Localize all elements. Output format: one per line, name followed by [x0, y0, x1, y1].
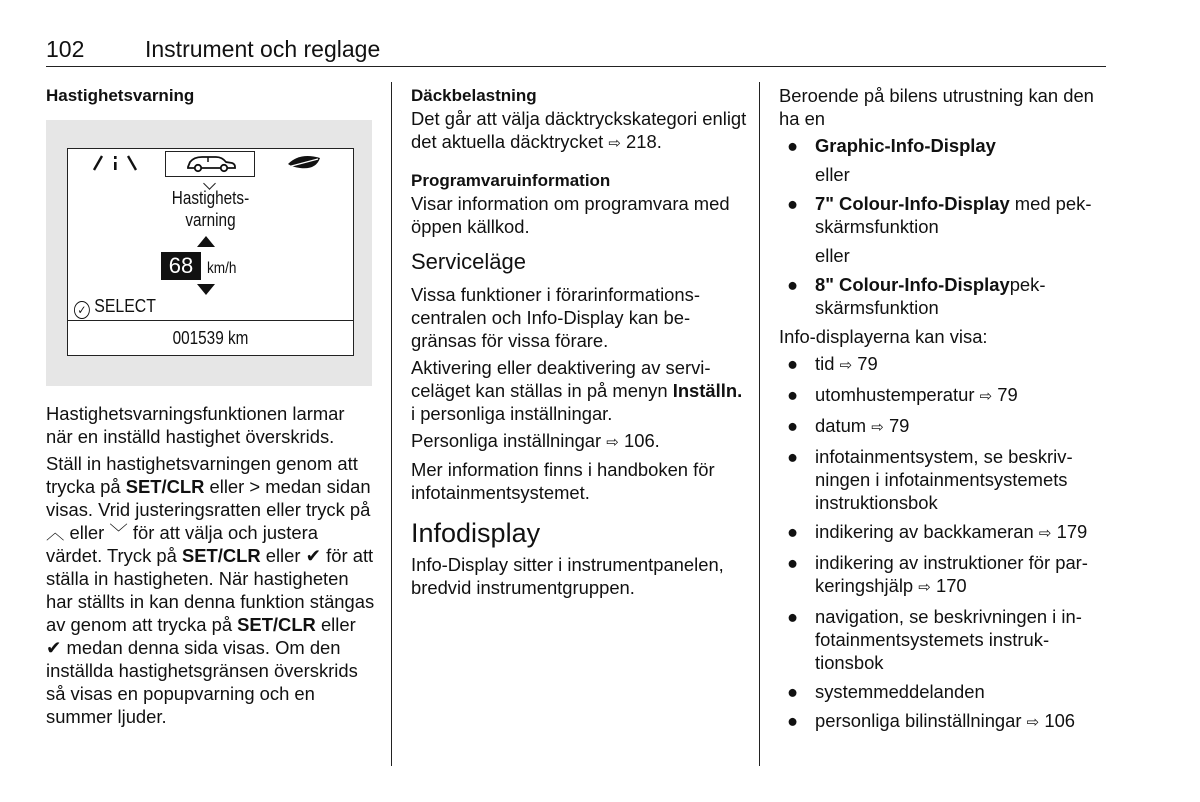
paragraph: Ställ in hastighetsvarningen genom att trycka på SET/CLR eller > medan sidan visas. Vrid justeringsratten eller tryck på ︿ eller ﹀ för att välja och justera värdet. Tryck på SET/CLR eller ✔ för att ställa in hastigheten. När hastigheten har ställts in kan denna funktion stängas av genom att trycka på SET/CLR eller ✔ medan denna sida visas. Om den inställda hastighetsgränsen överskrids så visas en popupvarning och en summer ljuder. [46, 453, 375, 727]
list-item [779, 414, 1109, 439]
bullet-icon: ● [787, 552, 799, 573]
list-item [779, 445, 1109, 514]
speed-value: 68 [161, 252, 201, 280]
select-label: SELECT [94, 296, 156, 316]
display-title: Hastighets- [171, 188, 250, 208]
bullet-icon: ● [787, 274, 799, 295]
display-divider [68, 320, 353, 321]
list-item-text: utomhustemperatur [815, 384, 975, 405]
list-item-text: tid [815, 353, 835, 374]
reference-arrow-icon: ⇨ [918, 578, 931, 596]
list-item [779, 680, 1109, 703]
odometer: 001539 km [172, 328, 249, 348]
leaf-icon [260, 152, 348, 176]
display-tabs [68, 149, 353, 179]
reference-arrow-icon: ⇨ [1026, 713, 1040, 731]
paragraph: Beroende på bilens utrustning kan den ha en [779, 85, 1094, 129]
display-types-list [779, 134, 1109, 157]
list-item [779, 383, 1109, 408]
page-reference: 79 [888, 415, 910, 436]
list-item-text: indikering av backkameran [815, 521, 1034, 542]
list-item-text: datum [815, 415, 867, 436]
paragraph: Personliga inställningar ⇨ 106. [411, 430, 660, 451]
section-title: Infodisplay [411, 518, 541, 548]
arrow-down-icon [197, 284, 215, 295]
section-heading: Däckbelastning [411, 86, 537, 105]
paragraph: Vissa funktioner i förarinformationscentralen och Info-Display kan begränsas för vissa förare. [411, 284, 700, 351]
arrow-up-icon [197, 236, 215, 247]
paragraph: Visar information om programvara med öppen källkod. [411, 193, 730, 237]
bullet-icon: ● [787, 135, 799, 156]
paragraph: Hastighetsvarningsfunktionen larmar när en inställd hastighet överskrids. [46, 403, 345, 447]
speed-warning-figure [46, 120, 372, 386]
select-row [74, 295, 156, 319]
road-sign-icon [72, 152, 160, 176]
bullet-icon: ● [787, 415, 799, 436]
reference-arrow-icon: ⇨ [608, 134, 621, 152]
bullet-icon: ● [787, 681, 799, 702]
paragraph: Aktivering eller deaktivering av serviceläget kan ställas in på menyn Inställn. i personliga inställningar. [411, 357, 743, 424]
or-text: eller [815, 245, 850, 266]
check-circle-icon: ✓ [74, 301, 90, 319]
reference-arrow-icon: ⇨ [979, 387, 993, 405]
bullet-icon: ● [787, 353, 799, 374]
page-reference: 179 [1056, 521, 1088, 542]
display-types-list [779, 273, 1109, 319]
list-item-text: systemmeddelanden [815, 681, 985, 702]
paragraph: Mer information finns i handboken för infotainmentsystemet. [411, 459, 715, 503]
column-3 [779, 84, 1109, 740]
reference-arrow-icon: ⇨ [606, 433, 619, 451]
bullet-icon: ● [787, 193, 799, 214]
chevron-down-icon: ﹀ [109, 522, 128, 543]
check-icon: ✔ [305, 545, 322, 566]
chevron-up-icon: ︿ [46, 522, 65, 543]
paragraph: Info-Display sitter i instrumentpanelen, bredvid instrumentgruppen. [411, 554, 724, 598]
section-heading: Hastighetsvarning [46, 86, 195, 105]
section-heading: Programvaruinformation [411, 171, 611, 190]
list-item [779, 709, 1109, 734]
list-item-text: navigation, se beskrivningen i infotainmentsystemets instruktionsbok [815, 606, 1082, 673]
page-reference: 170 [935, 575, 967, 596]
paragraph: Info-displayerna kan visa: [779, 326, 988, 347]
page-reference: 79 [857, 353, 878, 374]
bullet-icon: ● [787, 710, 799, 731]
page-header [46, 36, 1106, 67]
page-title: Instrument och reglage [145, 36, 381, 62]
page-reference: 79 [997, 384, 1018, 405]
or-text: eller [815, 164, 850, 185]
list-item: ● Graphic-Info-Display [787, 135, 996, 156]
list-item-text: personliga bilinställningar [815, 710, 1022, 731]
column-1 [46, 84, 376, 732]
display-title: varning [185, 210, 236, 230]
reference-arrow-icon: ⇨ [1038, 524, 1052, 542]
info-display-screen [67, 148, 354, 356]
list-item [779, 605, 1109, 674]
car-icon [165, 151, 255, 177]
speed-unit: km/h [207, 260, 237, 277]
page-reference: 106 [1044, 710, 1076, 731]
column-2 [411, 84, 747, 603]
column-divider [391, 82, 392, 766]
reference-arrow-icon: ⇨ [871, 418, 884, 436]
list-item: ● 7" Colour-Info-Display med pekskärmsfunktion [787, 193, 1092, 237]
display-types-list [779, 192, 1109, 238]
list-item [779, 520, 1109, 545]
paragraph: Det går att välja däcktryckskategori enligt det aktuella däcktrycket ⇨ 218. [411, 108, 747, 152]
page-number: 102 [46, 36, 85, 62]
column-divider [759, 82, 760, 766]
bullet-icon: ● [787, 521, 799, 542]
list-item [779, 352, 1109, 377]
reference-arrow-icon: ⇨ [839, 356, 853, 374]
section-title: Serviceläge [411, 249, 526, 274]
bullet-icon: ● [787, 446, 799, 467]
check-icon: ✔ [46, 637, 62, 658]
greater-than-icon: > [249, 476, 261, 497]
list-item [779, 551, 1109, 599]
list-item: ● 8" Colour-Info-Displaypekskärmsfunktion [787, 274, 1046, 318]
list-item-text: indikering av instruktioner för parkeringshjälp [815, 552, 1088, 596]
list-item-text: infotainmentsystem, se beskrivningen i infotainmentsystemets instruktionsbok [815, 446, 1073, 513]
info-list [779, 352, 1109, 734]
bullet-icon: ● [787, 606, 799, 627]
bullet-icon: ● [787, 384, 799, 405]
